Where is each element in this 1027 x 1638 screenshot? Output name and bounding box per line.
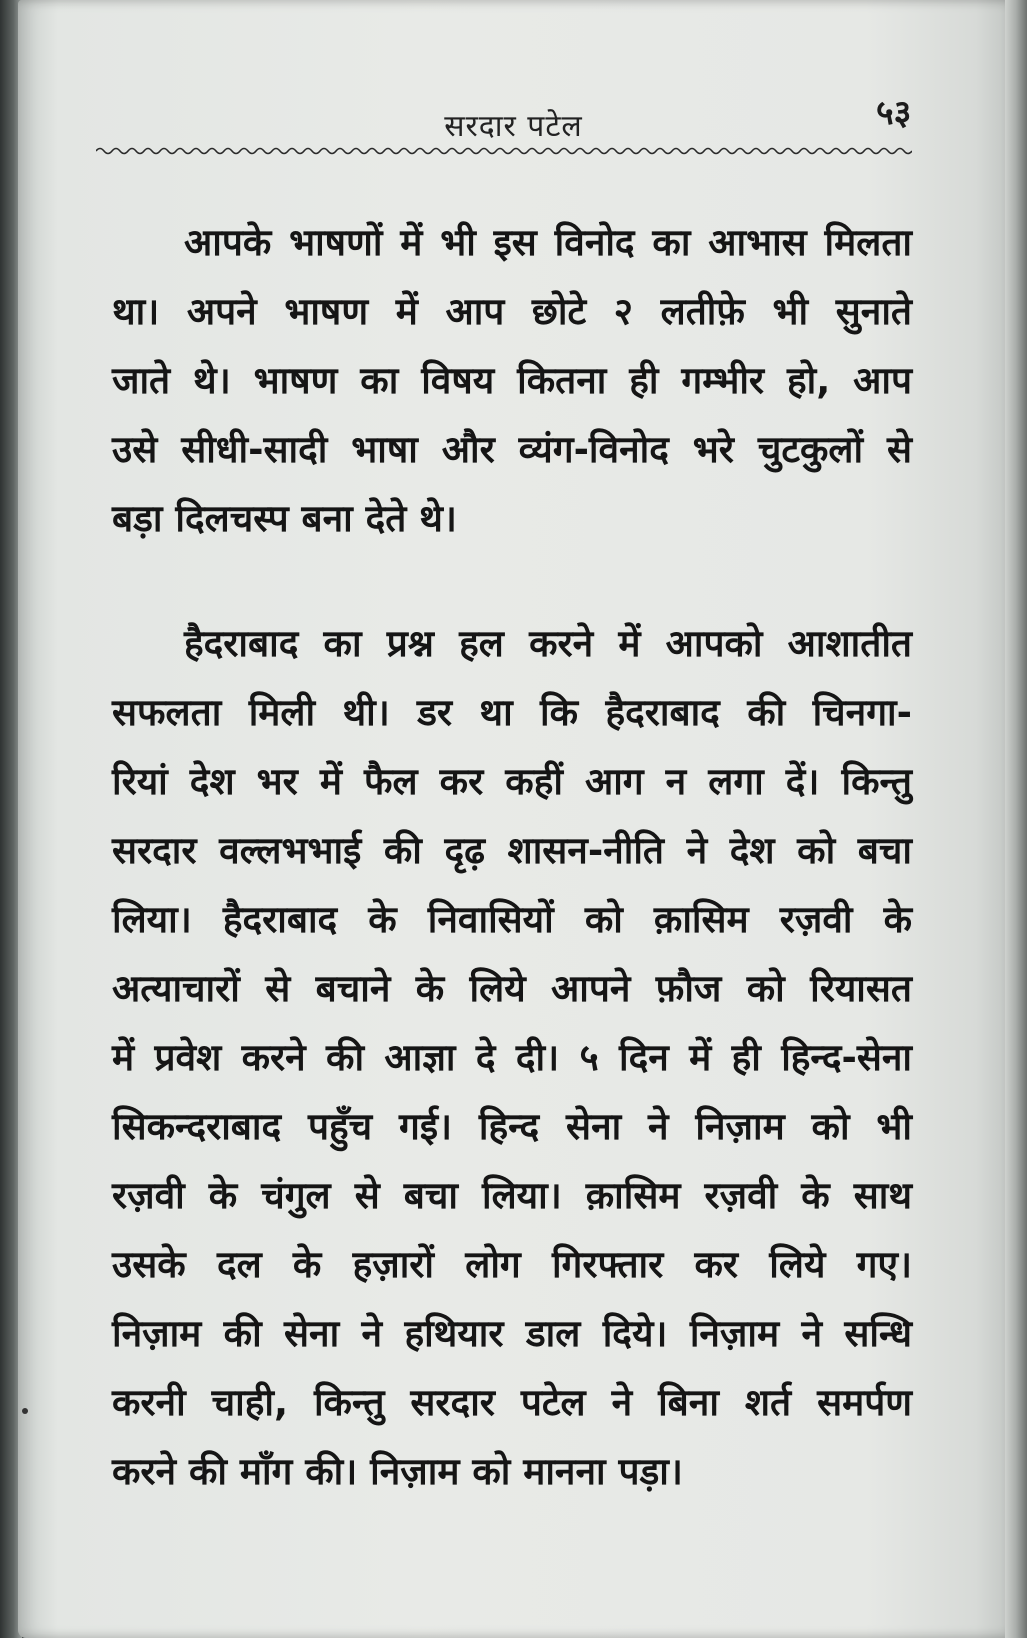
text-line: उसे सीधी-सादी भाषा और व्यंग-विनोद भरे चुटकुलों से [112,428,912,471]
text-line: लिया। हैदराबाद के निवासियों को क़ासिम रज़वी के [112,898,912,941]
text-line: आपके भाषणों में भी इस विनोद का आभास मिलता [184,221,912,264]
text-line: जाते थे। भाषण का विषय कितना ही गम्भीर हो, आप [112,359,912,402]
text-line: रियां देश भर में फैल कर कहीं आग न लगा दें। किन्तु [112,760,912,803]
paragraph-2 [112,609,912,1506]
page-number: ५३ [876,93,912,133]
text-line: अत्याचारों से बचाने के लिये आपने फ़ौज को रियासत [112,967,912,1010]
text-line: था। अपने भाषण में आप छोटे २ लतीफ़े भी सुनाते [112,290,912,333]
body-text [112,208,912,1506]
paragraph-1 [112,208,912,553]
text-line: बड़ा दिलचस्प बना देते थे। [112,497,457,540]
paragraph-spacer [112,553,912,609]
text-line: सरदार वल्लभभाई की दृढ़ शासन-नीति ने देश को बचा [112,829,912,872]
text-line: निज़ाम की सेना ने हथियार डाल दिये। निज़ाम ने सन्धि [112,1312,912,1355]
ink-speck [22,1408,28,1414]
page-right-edge [1005,0,1027,1638]
wavy-divider-rule [96,144,912,158]
text-line: उसके दल के हज़ारों लोग गिरफ्तार कर लिये गए। [112,1243,912,1286]
text-line: सिकन्दराबाद पहुँच गई। हिन्द सेना ने निज़ाम को भी [112,1105,912,1148]
running-head-title: सरदार पटेल [444,109,583,144]
text-line: करने की माँग की। निज़ाम को मानना पड़ा। [112,1450,683,1493]
text-line: हैदराबाद का प्रश्न हल करने में आपको आशातीत [184,622,912,665]
text-line: सफलता मिली थी। डर था कि हैदराबाद की चिनगा- [112,691,912,734]
text-line: में प्रवेश करने की आज्ञा दे दी। ५ दिन में ही हिन्द-सेना [112,1036,912,1079]
text-line: करनी चाही, किन्तु सरदार पटेल ने बिना शर्त समर्पण [112,1381,912,1424]
text-line: रज़वी के चंगुल से बचा लिया। क़ासिम रज़वी के साथ [112,1174,912,1217]
